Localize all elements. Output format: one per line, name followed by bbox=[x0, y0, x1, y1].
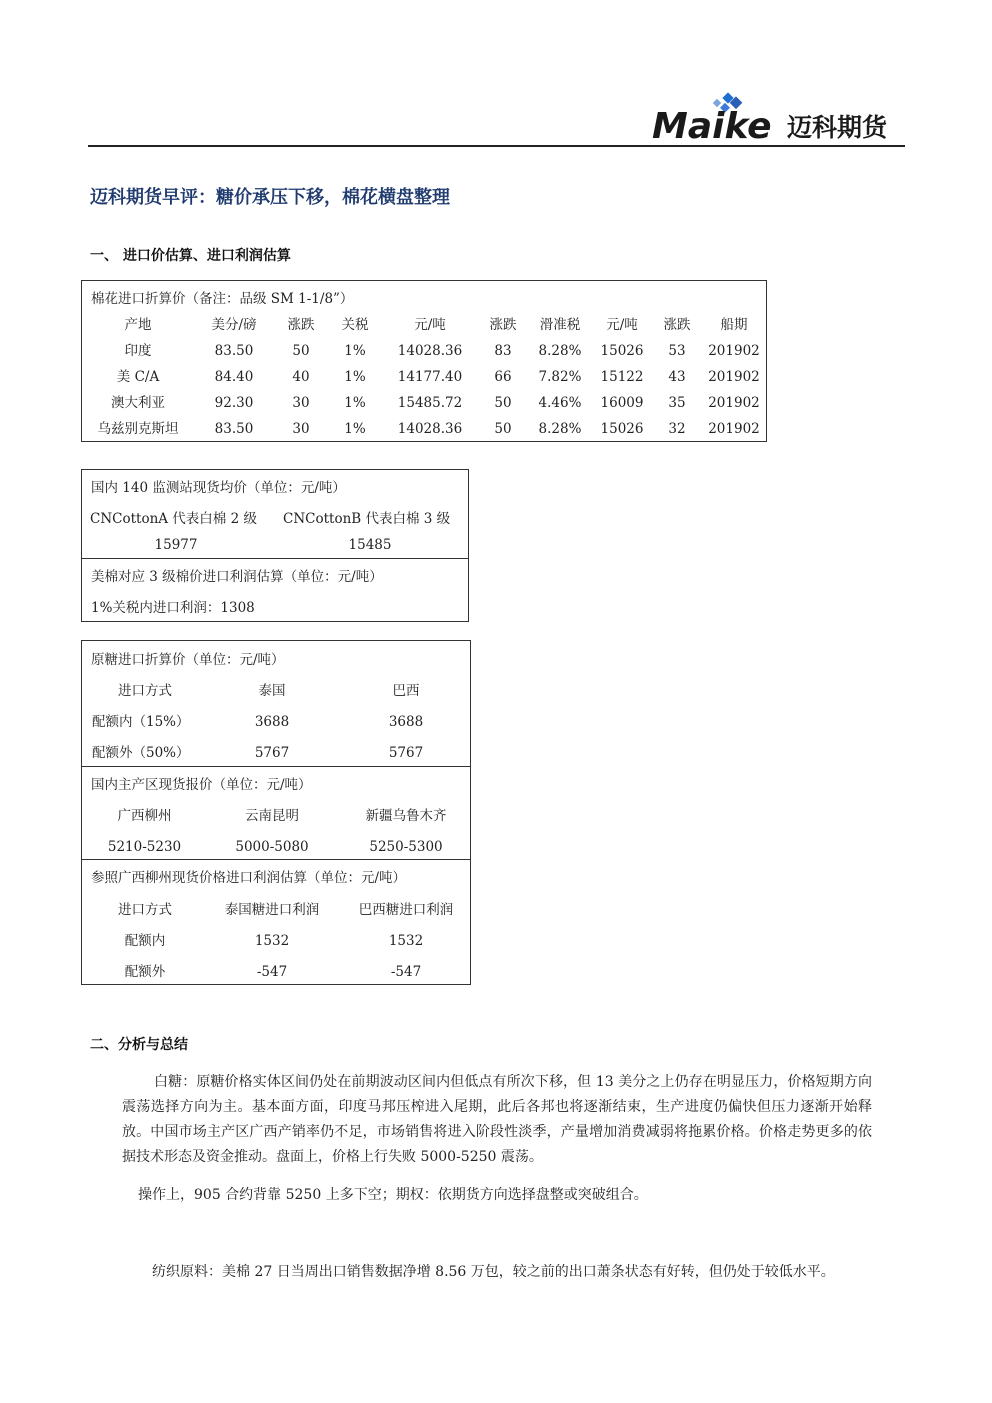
cotton-import-table bbox=[81, 280, 767, 442]
cotton-import-caption: 棉花进口折算价（备注：品级 SM 1-1/8”） bbox=[91, 291, 354, 307]
cotton-cell: 40 bbox=[292, 369, 310, 385]
sugar-spot-value: 5000-5080 bbox=[235, 839, 309, 855]
analysis-operation-paragraph: 操作上，905 合约背靠 5250 上多下空；期权：依期货方向选择盘整或突破组合。 bbox=[138, 1187, 648, 1203]
cncottonb-label: CNCottonB 代表白棉 3 级 bbox=[283, 511, 451, 527]
cotton-header-yuan2: 元/吨 bbox=[606, 317, 638, 333]
cotton-cell: 30 bbox=[292, 421, 310, 437]
cotton-cell: 1% bbox=[344, 369, 366, 385]
row-divider bbox=[82, 859, 470, 860]
cotton-cell: 14177.40 bbox=[397, 369, 463, 385]
sugar-spot-header: 云南昆明 bbox=[245, 808, 299, 824]
cotton-profit-caption: 美棉对应 3 级棉价进口利润估算（单位：元/吨） bbox=[91, 569, 383, 585]
sugar-import-cell: 5767 bbox=[254, 745, 290, 761]
row-divider bbox=[82, 766, 470, 767]
sugar-spot-value: 5250-5300 bbox=[369, 839, 443, 855]
cncottona-value: 15977 bbox=[154, 537, 198, 553]
sugar-spot-value: 5210-5230 bbox=[107, 839, 182, 855]
cotton-cell: 30 bbox=[292, 395, 310, 411]
cotton-cell: 201902 bbox=[708, 369, 760, 385]
sugar-profit-cell: 1532 bbox=[388, 933, 424, 949]
cotton-cell: 14028.36 bbox=[397, 343, 463, 359]
sugar-spot-header: 新疆乌鲁木齐 bbox=[365, 808, 447, 824]
sugar-profit-caption: 参照广西柳州现货价格进口利润估算（单位：元/吨） bbox=[91, 870, 407, 886]
sugar-profit-cell: 配额内 bbox=[124, 933, 166, 949]
cotton-header-yuan1: 元/吨 bbox=[414, 317, 446, 333]
cotton-cell: 14028.36 bbox=[397, 421, 463, 437]
sugar-profit-cell: 1532 bbox=[254, 933, 290, 949]
cotton-cell: 1% bbox=[344, 395, 366, 411]
cotton-cell: 32 bbox=[668, 421, 686, 437]
sugar-import-header: 进口方式 bbox=[118, 683, 172, 699]
doc-title: 迈科期货早评：糖价承压下移，棉花横盘整理 bbox=[90, 187, 450, 208]
logo-cn-text: 迈科期货 bbox=[787, 113, 888, 142]
cncottonb-value: 15485 bbox=[348, 537, 392, 553]
cotton-profit-line: 1%关税内进口利润：1308 bbox=[91, 600, 255, 616]
cotton-cell: 53 bbox=[668, 343, 686, 359]
cotton-header-usc: 美分/磅 bbox=[211, 317, 257, 333]
cotton-domestic-caption: 国内 140 监测站现货均价（单位：元/吨） bbox=[91, 480, 346, 496]
cotton-cell: 83.50 bbox=[214, 421, 254, 437]
cotton-cell: 83 bbox=[494, 343, 512, 359]
sugar-import-header: 巴西 bbox=[392, 683, 420, 699]
sugar-spot-caption: 国内主产区现货报价（单位：元/吨） bbox=[91, 777, 312, 793]
section-2-heading: 二、分析与总结 bbox=[90, 1037, 188, 1053]
cotton-cell: 83.50 bbox=[214, 343, 254, 359]
section-1-heading: 一、 进口价估算、进口利润估算 bbox=[90, 248, 291, 264]
cotton-domestic-table bbox=[81, 469, 469, 622]
cncottona-label: CNCottonA 代表白棉 2 级 bbox=[90, 511, 257, 527]
cotton-header-chg2: 涨跌 bbox=[489, 317, 517, 333]
cotton-header-tariff: 关税 bbox=[341, 317, 369, 333]
cotton-cell: 1% bbox=[344, 343, 366, 359]
sugar-profit-header: 进口方式 bbox=[118, 902, 172, 918]
cotton-header-chg3: 涨跌 bbox=[663, 317, 691, 333]
cotton-cell: 35 bbox=[668, 395, 686, 411]
cotton-header-sliding: 滑准税 bbox=[539, 317, 581, 333]
logo-latin-text: Maike bbox=[652, 106, 772, 144]
sugar-profit-header: 泰国糖进口利润 bbox=[224, 902, 320, 918]
cotton-cell: 50 bbox=[494, 395, 512, 411]
cotton-cell: 澳大利亚 bbox=[111, 395, 165, 411]
cotton-cell: 15026 bbox=[600, 421, 644, 437]
cotton-cell: 7.82% bbox=[538, 369, 582, 385]
cotton-cell: 16009 bbox=[600, 395, 644, 411]
sugar-profit-header: 巴西糖进口利润 bbox=[358, 902, 454, 918]
maike-logo bbox=[652, 92, 902, 144]
cotton-cell: 印度 bbox=[124, 343, 152, 359]
cotton-cell: 15026 bbox=[600, 343, 644, 359]
sugar-import-cell: 5767 bbox=[388, 745, 424, 761]
sugar-spot-header: 广西柳州 bbox=[117, 808, 172, 824]
cotton-cell: 8.28% bbox=[538, 343, 582, 359]
analysis-textile-paragraph: 纺织原料：美棉 27 日当周出口销售数据净增 8.56 万包，较之前的出口萧条状态有好转，但仍处于较低水平。 bbox=[152, 1264, 835, 1280]
sugar-import-cell: 配额内（15%） bbox=[92, 714, 190, 730]
cotton-cell: 4.46% bbox=[538, 395, 582, 411]
cotton-cell: 84.40 bbox=[214, 369, 254, 385]
cotton-cell: 8.28% bbox=[538, 421, 582, 437]
cotton-header-ship: 船期 bbox=[720, 317, 748, 333]
cotton-cell: 92.30 bbox=[214, 395, 254, 411]
sugar-table bbox=[81, 640, 471, 985]
sugar-import-header: 泰国 bbox=[258, 683, 286, 699]
header-rule bbox=[88, 145, 905, 147]
cotton-header-origin: 产地 bbox=[124, 317, 152, 333]
cotton-cell: 1% bbox=[344, 421, 366, 437]
cotton-cell: 43 bbox=[668, 369, 686, 385]
analysis-sugar-paragraph: 白糖：原糖价格实体区间仍处在前期波动区间内但低点有所次下移，但 13 美分之上仍存在明显压力，价格短期方向震荡选择方向为主。基本面方面，印度马邦压榨进入尾期，此后各邦也将逐渐结束，生产进度仍偏快但压力逐渐开始释放。中国市场主产区广西产销率仍不足，市场销售将进入阶段性淡季，产量增加消费减弱将拖累价格。价格走势更多的依据技术形态及资金推动。盘面上，价格上行失败 5000-5250 震荡。 bbox=[122, 1074, 872, 1165]
cotton-cell: 乌兹别克斯坦 bbox=[97, 421, 179, 437]
sugar-import-caption: 原糖进口折算价（单位：元/吨） bbox=[91, 652, 285, 668]
cotton-cell: 201902 bbox=[708, 343, 760, 359]
row-divider bbox=[82, 558, 468, 559]
cotton-cell: 15485.72 bbox=[397, 395, 463, 411]
cotton-cell: 50 bbox=[292, 343, 310, 359]
cotton-cell: 50 bbox=[494, 421, 512, 437]
cotton-cell: 美 C/A bbox=[116, 369, 160, 385]
cotton-cell: 15122 bbox=[600, 369, 644, 385]
cotton-cell: 201902 bbox=[708, 395, 760, 411]
sugar-profit-cell: 配额外 bbox=[124, 964, 166, 980]
sugar-profit-cell: -547 bbox=[390, 964, 422, 980]
sugar-import-cell: 配额外（50%） bbox=[92, 745, 190, 761]
sugar-import-cell: 3688 bbox=[254, 714, 290, 730]
sugar-profit-cell: -547 bbox=[256, 964, 288, 980]
cotton-header-chg1: 涨跌 bbox=[287, 317, 315, 333]
sugar-import-cell: 3688 bbox=[388, 714, 424, 730]
cotton-cell: 201902 bbox=[708, 421, 760, 437]
cotton-cell: 66 bbox=[494, 369, 512, 385]
